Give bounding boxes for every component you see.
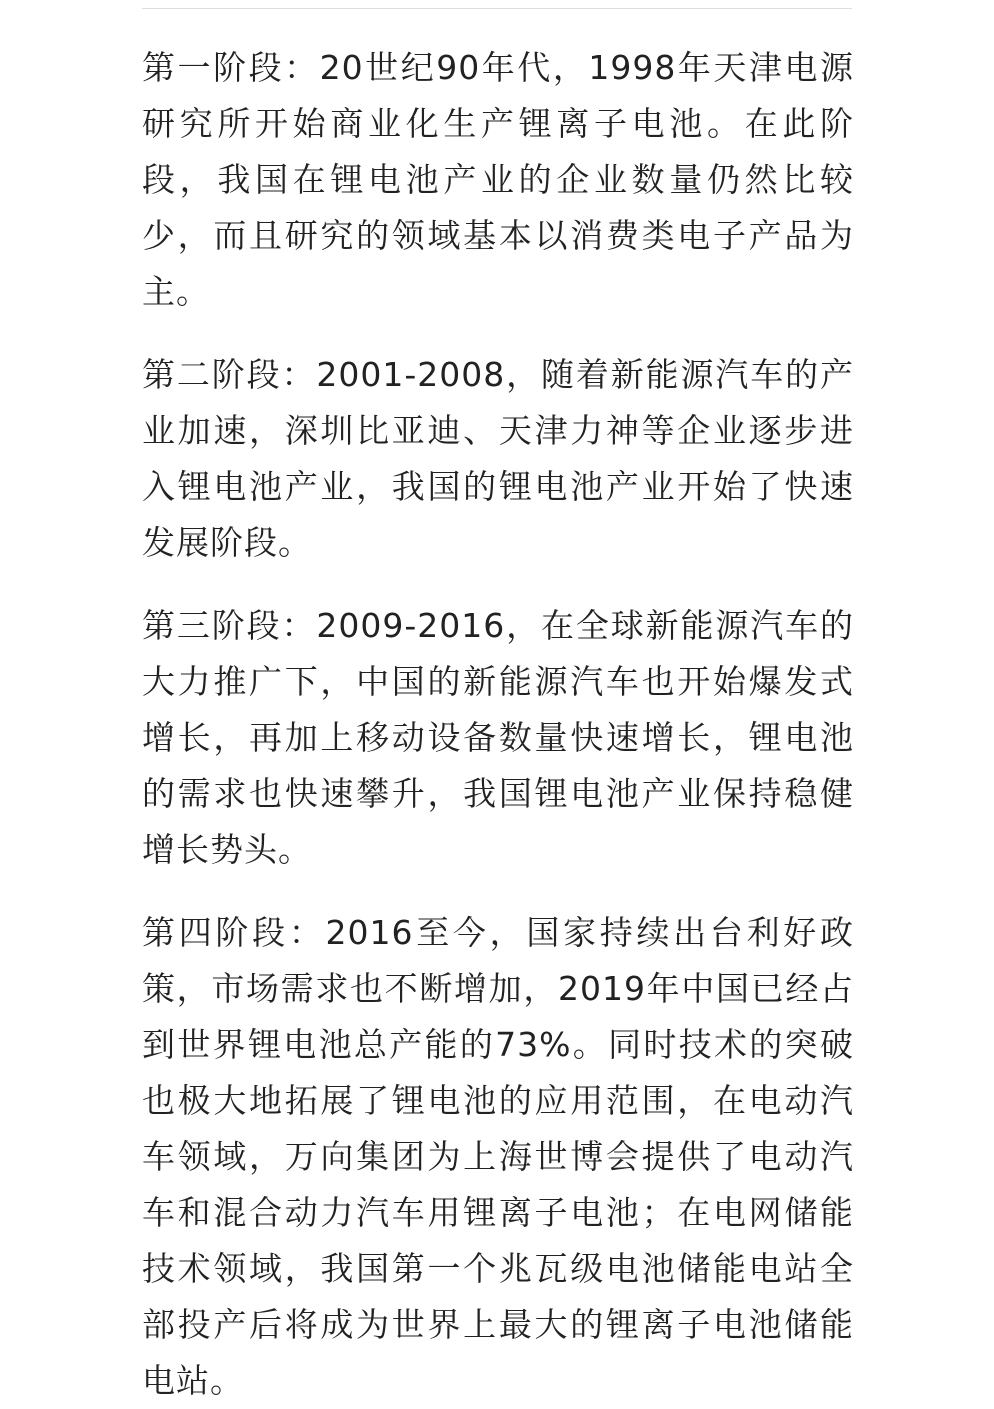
article-body bbox=[142, 40, 854, 1409]
paragraph-stage-one: 第一阶段：20世纪90年代，1998年天津电源研究所开始商业化生产锂离子电池。在此阶段，我国在锂电池产业的企业数量仍然比较少，而且研究的领域基本以消费类电子产品为主。 bbox=[142, 48, 854, 311]
paragraph-stage-three: 第三阶段：2009-2016，在全球新能源汽车的大力推广下，中国的新能源汽车也开始爆发式增长，再加上移动设备数量快速增长，锂电池的需求也快速攀升，我国锂电池产业保持稳健增长势头。 bbox=[142, 606, 854, 869]
top-divider bbox=[142, 8, 852, 9]
paragraph-stage-four: 第四阶段：2016至今，国家持续出台利好政策，市场需求也不断增加，2019年中国已经占到世界锂电池总产能的73%。同时技术的突破也极大地拓展了锂电池的应用范围，在电动汽车领域，万向集团为上海世博会提供了电动汽车和混合动力汽车用锂离子电池；在电网储能技术领域，我国第一个兆瓦级电池储能电站全部投产后将成为世界上最大的锂离子电池储能电站。 bbox=[142, 913, 854, 1400]
paragraph-stage-two: 第二阶段：2001-2008，随着新能源汽车的产业加速，深圳比亚迪、天津力神等企业逐步进入锂电池产业，我国的锂电池产业开始了快速发展阶段。 bbox=[142, 355, 854, 562]
